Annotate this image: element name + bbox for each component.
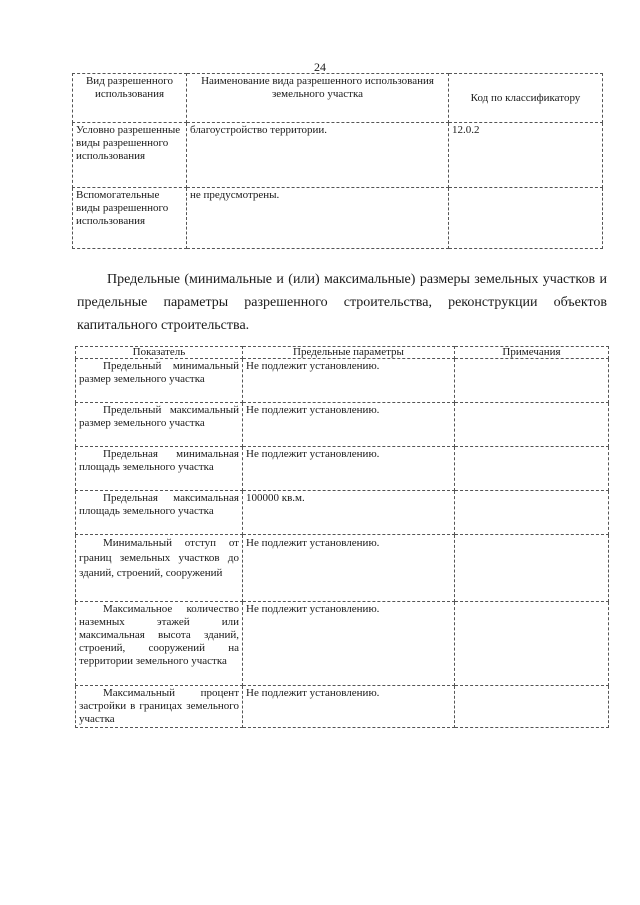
limit-param-cell: Не подлежит установлению.: [243, 602, 455, 686]
indicator-cell: [76, 535, 243, 602]
header-classifier-code: Код по классификатору: [449, 74, 603, 123]
table-row: [73, 123, 603, 188]
notes-cell: [455, 535, 609, 602]
limit-param-cell: Не подлежит установлению.: [243, 403, 455, 447]
table-header-row: [73, 74, 603, 123]
table-row: [76, 602, 609, 686]
use-type-cell: Вспомогательные виды разрешенного использования: [73, 188, 187, 249]
indicator-text: Максимальное количество наземных этажей или максимальная высота зданий, строений, сооружений на территории земельного участка: [79, 603, 239, 667]
table-header-row: [76, 347, 609, 359]
table-row: [76, 491, 609, 535]
notes-cell: [455, 602, 609, 686]
notes-cell: [455, 359, 609, 403]
permitted-use-table: [72, 73, 603, 249]
use-name-cell: не предусмотрены.: [187, 188, 449, 249]
indicator-text: Предельный минимальный размер земельного участка: [79, 360, 239, 385]
table-row: [76, 447, 609, 491]
indicator-text: Минимальный отступ от границ земельных участков до зданий, строений, сооружений: [79, 537, 239, 579]
indicator-text: Максимальный процент застройки в границах земельного участка: [79, 687, 239, 725]
page-number: 24: [314, 60, 326, 74]
indicator-cell: [76, 491, 243, 535]
notes-cell: [455, 686, 609, 728]
header-indicator: Показатель: [76, 347, 243, 359]
indicator-cell: [76, 686, 243, 728]
classifier-code-cell: [449, 188, 603, 249]
classifier-code-cell: 12.0.2: [449, 123, 603, 188]
limit-param-cell: 100000 кв.м.: [243, 491, 455, 535]
indicator-cell: [76, 359, 243, 403]
indicator-text: Предельная максимальная площадь земельного участка: [79, 492, 239, 517]
notes-cell: [455, 447, 609, 491]
notes-cell: [455, 403, 609, 447]
header-notes: Примечания: [455, 347, 609, 359]
indicator-cell: [76, 403, 243, 447]
indicator-text: Предельный максимальный размер земельного участка: [79, 404, 239, 429]
header-use-name: Наименование вида разрешенного использования земельного участка: [187, 74, 449, 123]
limit-param-cell: Не подлежит установлению.: [243, 359, 455, 403]
use-name-cell: благоустройство территории.: [187, 123, 449, 188]
table-row: [76, 535, 609, 602]
header-use-type: Вид разрешенного использования: [73, 74, 187, 123]
header-limit-params: Предельные параметры: [243, 347, 455, 359]
table-row: [76, 359, 609, 403]
indicator-cell: [76, 602, 243, 686]
notes-cell: [455, 491, 609, 535]
limit-parameters-table: [75, 346, 609, 728]
limits-paragraph: Предельные (минимальные и (или) максимальные) размеры земельных участков и предельные параметры разрешенного строительства, реконструкции объектов капитального строительства.: [77, 272, 607, 333]
use-type-cell: Условно разрешенные виды разрешенного использования: [73, 123, 187, 188]
indicator-text: Предельная минимальная площадь земельного участка: [79, 448, 239, 473]
table-row: [76, 686, 609, 728]
limit-param-cell: Не подлежит установлению.: [243, 447, 455, 491]
limit-param-cell: Не подлежит установлению.: [243, 686, 455, 728]
limit-param-cell: Не подлежит установлению.: [243, 535, 455, 602]
table-row: [73, 188, 603, 249]
table-row: [76, 403, 609, 447]
indicator-cell: [76, 447, 243, 491]
